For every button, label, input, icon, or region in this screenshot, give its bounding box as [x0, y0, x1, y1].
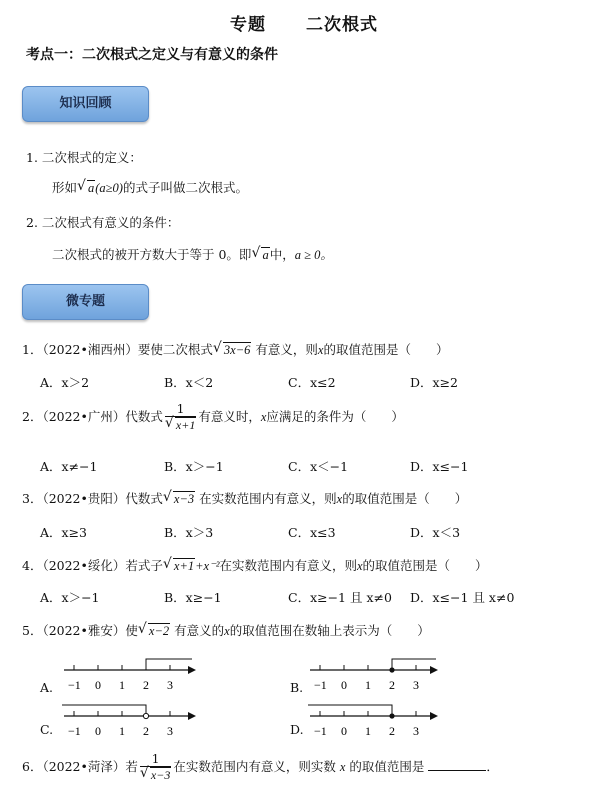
q4-option-b[interactable]: B．x≥−1 — [164, 590, 222, 605]
q5-option-c-numberline[interactable] — [60, 702, 200, 742]
svg-text:3: 3 — [167, 724, 173, 738]
section-pill-review: 知识回顾 — [22, 86, 149, 122]
question-5-stem: 5．（2022•雅安）使√ x−2 有意义的x的取值范围在数轴上表示为（ ） — [22, 621, 430, 639]
question-4-stem: 4．（2022•绥化）若式子√ x+1+x⁻²在实数范围内有意义，则x的取值范围是（ ） — [22, 556, 488, 574]
q5-option-d-numberline[interactable] — [306, 702, 446, 742]
svg-text:3: 3 — [167, 678, 173, 692]
svg-text:−1: −1 — [68, 724, 81, 738]
q5-option-b-numberline[interactable] — [306, 656, 446, 696]
q5-option-a-label[interactable]: A. — [40, 680, 54, 695]
q5-option-a-numberline[interactable] — [60, 656, 200, 696]
question-2-stem: 2．（2022•广州）代数式 1 √ x+1 有意义时，x应满足的条件为（ ） — [22, 402, 404, 433]
review-item-2: 2. 二次根式有意义的条件： — [26, 215, 180, 230]
svg-text:2: 2 — [143, 678, 149, 692]
svg-text:2: 2 — [389, 724, 395, 738]
svg-text:−1: −1 — [314, 724, 327, 738]
svg-text:3: 3 — [413, 724, 419, 738]
q5-option-d-label[interactable]: D. — [290, 722, 304, 737]
q1-option-d[interactable]: D．x≥2 — [410, 375, 458, 390]
review-item-1-body: 形如√ a(a≥0)的式子叫做二次根式。 — [52, 178, 248, 196]
q4-option-c[interactable]: C．x≥−1 且 x≠0 — [288, 590, 392, 605]
q5-option-b-label[interactable]: B. — [290, 680, 304, 695]
q2-option-d[interactable]: D．x≤−1 — [410, 459, 469, 474]
q5-option-c-label[interactable]: C. — [40, 722, 54, 737]
svg-text:0: 0 — [95, 678, 101, 692]
kaodian-heading: 考点一：二次根式之定义与有意义的条件 — [26, 47, 278, 63]
svg-text:−1: −1 — [68, 678, 81, 692]
q1-option-a[interactable]: A．x＞2 — [40, 375, 90, 390]
q2-option-c[interactable]: C．x＜−1 — [288, 459, 349, 474]
section-pill-topic: 微专题 — [22, 284, 149, 320]
svg-text:1: 1 — [365, 724, 371, 738]
svg-text:1: 1 — [119, 678, 125, 692]
q1-option-c[interactable]: C．x≤2 — [288, 375, 336, 390]
svg-text:1: 1 — [119, 724, 125, 738]
q3-option-a[interactable]: A．x≥3 — [40, 525, 88, 540]
q4-option-d[interactable]: D．x≤−1 且 x≠0 — [410, 590, 515, 605]
q6-answer-blank[interactable] — [428, 770, 486, 771]
title-prefix: 专题 — [230, 15, 266, 35]
review-item-1: 1. 二次根式的定义： — [26, 150, 142, 165]
question-6-stem: 6．（2022•菏泽）若 1 √ x−3 在实数范围内有意义，则实数 x 的取值范围是 ． — [22, 752, 499, 783]
question-3-stem: 3．（2022•贵阳）代数式√ x−3 在实数范围内有意义，则x的取值范围是（ ） — [22, 489, 467, 507]
q2-option-a[interactable]: A．x≠−1 — [40, 459, 98, 474]
q3-option-c[interactable]: C．x≤3 — [288, 525, 336, 540]
svg-text:2: 2 — [143, 724, 149, 738]
svg-text:0: 0 — [341, 678, 347, 692]
question-1-stem: 1．（2022•湘西州）要使二次根式√ 3x−6 有意义，则x的取值范围是（ ） — [22, 340, 448, 358]
review-item-2-body: 二次根式的被开方数大于等于 0。即√ a中，a ≥ 0。 — [52, 245, 333, 263]
q2-option-b[interactable]: B．x＞−1 — [164, 459, 224, 474]
svg-text:0: 0 — [341, 724, 347, 738]
svg-text:1: 1 — [365, 678, 371, 692]
svg-text:3: 3 — [413, 678, 419, 692]
title-main: 二次根式 — [306, 15, 378, 35]
q3-option-b[interactable]: B．x＞3 — [164, 525, 214, 540]
svg-text:2: 2 — [389, 678, 395, 692]
svg-text:0: 0 — [95, 724, 101, 738]
q3-option-d[interactable]: D．x＜3 — [410, 525, 461, 540]
q4-option-a[interactable]: A．x＞−1 — [40, 590, 100, 605]
svg-text:−1: −1 — [314, 678, 327, 692]
page-title — [0, 10, 608, 35]
q1-option-b[interactable]: B．x＜2 — [164, 375, 214, 390]
